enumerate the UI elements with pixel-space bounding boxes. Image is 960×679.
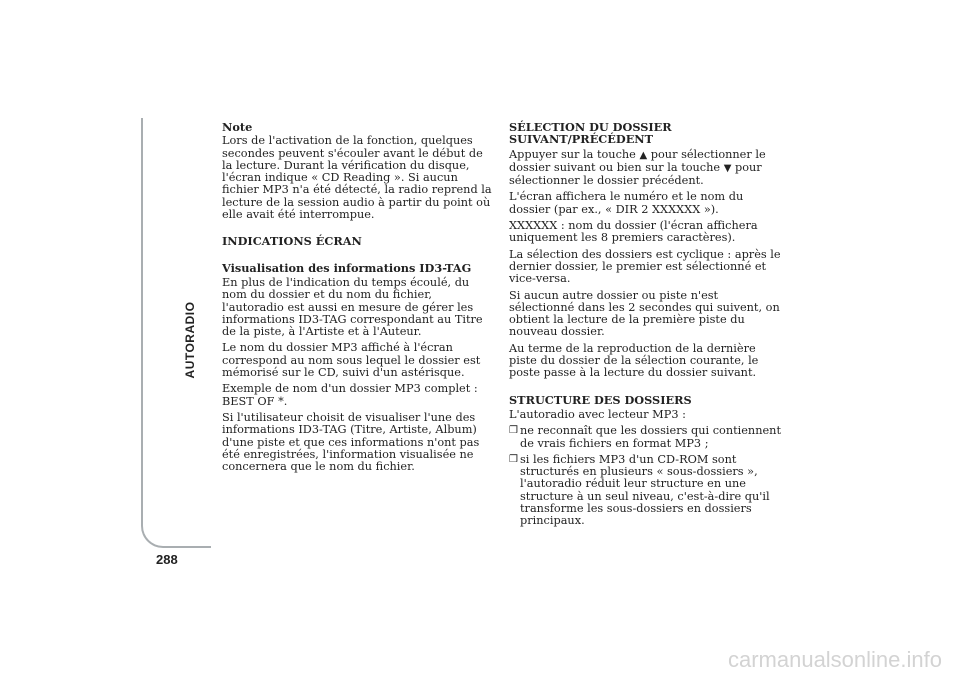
- paragraph: XXXXXX : nom du dossier (l'écran affichera uniquement les 8 premiers caractères).: [509, 219, 758, 245]
- list-item: [509, 454, 781, 528]
- paragraph: La sélection des dossiers est cyclique : après le dernier dossier, le premier est sélectionné et vice-versa.: [509, 247, 781, 286]
- paragraph: Au terme de la reproduction de la dernière piste du dossier de la sélection courante, le poste passe à la lecture du dossier suivant.: [509, 341, 759, 380]
- structure-intro: L'autoradio avec lecteur MP3 :: [509, 407, 686, 421]
- right-column: [509, 121, 781, 532]
- structure-bullet-list: [509, 425, 781, 527]
- list-item-text: ne reconnaît que les dossiers qui contiennent de vrais fichiers en format MP3 ;: [520, 424, 781, 450]
- paragraph: Le nom du dossier MP3 affiché à l'écran correspond au nom sous lequel le dossier est mémorisé sur le CD, suivi d'un astérisque.: [222, 341, 481, 380]
- left-column: [222, 121, 494, 477]
- down-arrow-icon: ▼: [723, 162, 732, 174]
- paragraph: Si aucun autre dossier ou piste n'est sélectionné dans les 2 secondes qui suivent, on obtient la lecture de la première piste du nouveau dossier.: [509, 288, 780, 339]
- paragraph: Si l'utilisateur choisit de visualiser l'une des informations ID3-TAG (Titre, Artiste, Album) d'une piste et que ces informations n'ont pas été enregistrées, l'information visualisée ne concernera que le nom du fichier.: [222, 410, 480, 474]
- paragraph: L'écran affichera le numéro et le nom du dossier (par ex., « DIR 2 XXXXXX »).: [509, 190, 744, 216]
- note-title: Note: [222, 120, 253, 134]
- folder-selection-text: [509, 149, 781, 188]
- up-arrow-icon: ▲: [639, 149, 648, 161]
- section-label: AUTORADIO: [183, 301, 197, 379]
- list-item-text: si les fichiers MP3 d'un CD-ROM sont structurés en plusieurs « sous-dossiers », l'autoradio réduit leur structure en une structure à un seul niveau, c'est-à-dire qu'il transforme les sous-dossiers en dossiers principaux.: [520, 452, 770, 528]
- watermark: carmanualsonline.info: [727, 647, 942, 672]
- heading-display-indications: INDICATIONS ÉCRAN: [222, 234, 362, 249]
- heading-id3-tag: Visualisation des informations ID3-TAG: [222, 260, 472, 275]
- checkbox-bullet-icon: ❒: [509, 453, 518, 465]
- folder-text-c: pour sélectionner le dossier précédent.: [509, 160, 762, 188]
- list-item: [509, 425, 781, 450]
- folder-text-a: Appuyer sur la touche: [509, 147, 636, 161]
- note-text: Lors de l'activation de la fonction, quelques secondes peuvent s'écouler avant le début de la lecture. Durant la vérification du disque, l'écran indique « CD Reading ». Si aucun fichier MP3 n'a été détecté, la radio reprend la lecture de la session audio à partir du point où elle avait été interrompue.: [222, 134, 492, 222]
- page-frame: [141, 118, 211, 548]
- page-number: 288: [156, 552, 178, 567]
- heading-folder-selection: SÉLECTION DU DOSSIER SUIVANT/PRÉCÉDENT: [509, 120, 672, 147]
- paragraph: En plus de l'indication du temps écoulé, du nom du dossier et du nom du fichier, l'autoradio est aussi en mesure de gérer les informations ID3-TAG correspondant au Titre de la piste, à l'Artiste et à l'Auteur.: [222, 275, 483, 339]
- paragraph: Exemple de nom d'un dossier MP3 complet : BEST OF *.: [222, 382, 478, 408]
- heading-folder-structure: STRUCTURE DES DOSSIERS: [509, 392, 692, 407]
- folder-text-b: pour sélectionner le dossier suivant ou bien sur la touche: [509, 147, 766, 174]
- checkbox-bullet-icon: ❒: [509, 425, 518, 437]
